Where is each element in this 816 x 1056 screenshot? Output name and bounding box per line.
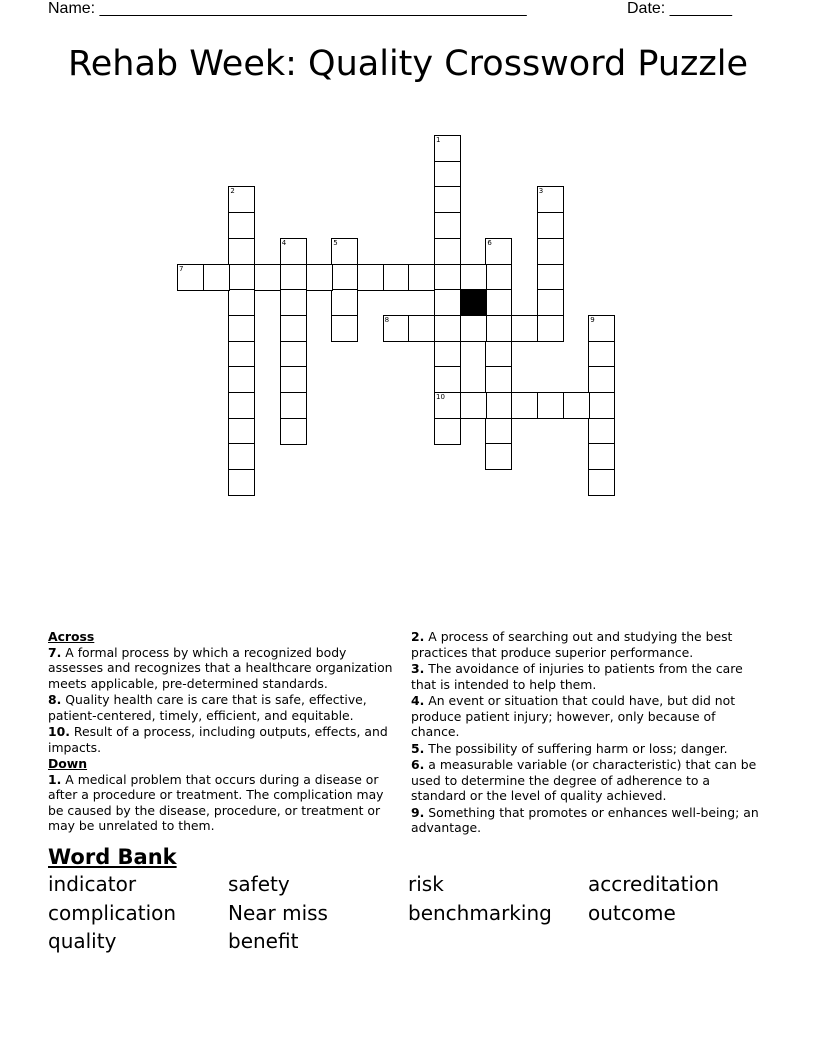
word-bank xyxy=(48,872,768,958)
word-bank-item: accreditation xyxy=(588,872,719,896)
clue xyxy=(48,724,400,755)
page-title: Rehab Week: Quality Crossword Puzzle xyxy=(67,44,749,84)
crossword-cell[interactable] xyxy=(537,289,564,316)
down-clue-list-left xyxy=(48,772,400,834)
crossword-cell[interactable] xyxy=(537,264,564,291)
crossword-cell[interactable] xyxy=(434,289,461,316)
crossword-cell[interactable] xyxy=(254,264,281,291)
crossword-cell[interactable] xyxy=(434,238,461,265)
clue-text: The possibility of suffering harm or loss; danger. xyxy=(424,740,728,756)
crossword-cell[interactable] xyxy=(588,341,615,368)
clue-number: 8. xyxy=(48,692,62,707)
crossword-cell[interactable] xyxy=(588,366,615,393)
header xyxy=(48,0,748,22)
word-bank-item: risk xyxy=(408,872,444,896)
crossword-cell[interactable] xyxy=(588,469,615,496)
clue xyxy=(411,805,759,836)
crossword-cell[interactable] xyxy=(434,392,461,419)
crossword-cell[interactable] xyxy=(485,366,512,393)
clue-number: 4 xyxy=(281,238,287,247)
crossword-cell[interactable] xyxy=(588,392,615,419)
clue-text: Result of a process, including outputs, effects, and impacts. xyxy=(48,724,388,755)
clue-text: An event or situation that could have, but did not produce patient injury; however, only because of chance. xyxy=(411,693,736,739)
crossword-cell[interactable] xyxy=(280,264,307,291)
crossword-cell[interactable] xyxy=(537,212,564,239)
clue xyxy=(411,693,759,740)
word-bank-item: outcome xyxy=(588,900,676,925)
crossword-cell[interactable] xyxy=(280,418,307,445)
crossword-cell[interactable] xyxy=(228,238,255,265)
crossword-cell[interactable] xyxy=(280,392,307,419)
date-field-label[interactable]: Date: _______ xyxy=(627,0,732,17)
across-heading: Across xyxy=(48,629,95,644)
crossword-cell[interactable] xyxy=(537,238,564,265)
clue-number: 6 xyxy=(487,238,492,247)
clue-text: A formal process by which a recognized body assesses and recognizes that a healthcare organization meets applicable, pre-determined standards. xyxy=(48,644,393,691)
clue-number: 5. xyxy=(411,740,425,756)
crossword-cell[interactable] xyxy=(588,315,615,342)
crossword-cell[interactable] xyxy=(331,238,358,265)
clue-number: 5 xyxy=(333,238,338,247)
clue-text: A process of searching out and studying the best practices that produce superior performance. xyxy=(411,629,733,660)
word-bank-item: benchmarking xyxy=(408,900,552,925)
crossword-cell[interactable] xyxy=(228,186,255,213)
crossword-cell[interactable] xyxy=(228,392,255,419)
crossword-cell[interactable] xyxy=(306,264,333,291)
crossword-grid xyxy=(177,135,614,496)
crossword-cell[interactable] xyxy=(485,315,512,342)
crossword-cell[interactable] xyxy=(228,341,255,368)
crossword-cell[interactable] xyxy=(177,264,204,291)
clues-left-column xyxy=(48,629,400,835)
clue-number: 3 xyxy=(538,187,544,196)
crossword-cell[interactable] xyxy=(485,443,512,470)
crossword-cell[interactable] xyxy=(434,418,461,445)
clue xyxy=(411,757,759,804)
clue xyxy=(48,645,400,692)
clue-number: 6. xyxy=(411,757,425,772)
crossword-cell[interactable] xyxy=(228,212,255,239)
crossword-cell[interactable] xyxy=(460,315,487,342)
crossword-cell[interactable] xyxy=(434,341,461,368)
clue xyxy=(48,772,400,834)
crossword-cell[interactable] xyxy=(331,289,358,316)
crossword-cell[interactable] xyxy=(511,315,538,342)
clue-number: 1. xyxy=(48,771,62,787)
crossword-cell[interactable] xyxy=(563,392,590,419)
crossword-cell[interactable] xyxy=(434,366,461,393)
crossword-cell[interactable] xyxy=(588,418,615,445)
crossword-cell[interactable] xyxy=(228,289,255,316)
crossword-cell[interactable] xyxy=(228,264,255,291)
crossword-cell[interactable] xyxy=(383,264,410,291)
word-bank-item: quality xyxy=(48,929,117,954)
clue-text: a measurable variable (or characteristic) that can be used to determine the degree of adherence to a standard or the level of quality achieved. xyxy=(411,757,757,803)
clue-number: 10. xyxy=(48,724,70,739)
crossword-cell[interactable] xyxy=(357,264,384,291)
crossword-cell[interactable] xyxy=(537,392,564,419)
word-bank-item: indicator xyxy=(48,872,137,896)
word-bank-item: complication xyxy=(48,900,177,925)
crossword-cell[interactable] xyxy=(383,315,410,342)
crossword-cell[interactable] xyxy=(434,161,461,188)
crossword-cell[interactable] xyxy=(511,392,538,419)
word-bank-item: safety xyxy=(228,872,290,896)
crossword-cell[interactable] xyxy=(228,366,255,393)
clue-text: The avoidance of injuries to patients from the care that is intended to help them. xyxy=(411,661,743,692)
crossword-cell[interactable] xyxy=(280,341,307,368)
clue-number: 7. xyxy=(48,644,62,660)
crossword-cell[interactable] xyxy=(485,238,512,265)
crossword-cell[interactable] xyxy=(331,315,358,342)
clue-number: 2. xyxy=(411,629,425,644)
crossword-cell[interactable] xyxy=(434,315,461,342)
down-clue-list-right xyxy=(411,629,759,836)
down-heading: Down xyxy=(48,756,88,771)
word-bank-item: benefit xyxy=(228,929,299,954)
clue-number: 9 xyxy=(590,315,595,324)
crossword-cell[interactable] xyxy=(228,315,255,342)
word-bank-title: Word Bank xyxy=(48,845,177,869)
clue-text: A medical problem that occurs during a disease or after a procedure or treatment. The complication may be caused by the disease, procedure, or treatment or may be unrelated to them. xyxy=(48,771,384,833)
name-field-label[interactable]: Name: ________________________________________________ xyxy=(48,0,527,17)
across-clue-list xyxy=(48,645,400,756)
crossword-cell[interactable] xyxy=(280,315,307,342)
crossword-cell[interactable] xyxy=(485,341,512,368)
clue-number: 7 xyxy=(179,264,184,273)
crossword-cell[interactable] xyxy=(537,315,564,342)
clue-number: 4. xyxy=(411,693,425,708)
crossword-cell[interactable] xyxy=(485,264,512,291)
crossword-cell[interactable] xyxy=(485,392,512,419)
black-cell xyxy=(460,289,487,316)
crossword-cell[interactable] xyxy=(280,238,307,265)
crossword-cell[interactable] xyxy=(485,418,512,445)
clue-text: Quality health care is care that is safe, effective, patient-centered, timely, efficient, and equitable. xyxy=(48,692,367,723)
clue xyxy=(411,661,759,692)
crossword-cell[interactable] xyxy=(460,392,487,419)
crossword-cell[interactable] xyxy=(228,418,255,445)
clue-number: 2 xyxy=(230,187,235,196)
clue-number: 3. xyxy=(411,661,425,676)
crossword-cell[interactable] xyxy=(588,443,615,470)
crossword-cell[interactable] xyxy=(460,264,487,291)
crossword-cell[interactable] xyxy=(280,289,307,316)
clue-number: 8 xyxy=(384,315,390,324)
crossword-cell[interactable] xyxy=(331,264,358,291)
crossword-cell[interactable] xyxy=(408,315,435,342)
clue xyxy=(411,629,759,660)
crossword-cell[interactable] xyxy=(537,186,564,213)
crossword-cell[interactable] xyxy=(228,443,255,470)
clue xyxy=(411,741,759,757)
clue-number: 1 xyxy=(436,136,441,144)
crossword-cell[interactable] xyxy=(228,469,255,496)
crossword-cell[interactable] xyxy=(434,135,461,162)
crossword-cell[interactable] xyxy=(434,264,461,291)
crossword-cell[interactable] xyxy=(434,186,461,213)
clue xyxy=(48,692,400,723)
clues-right-column xyxy=(411,629,759,837)
crossword-cell[interactable] xyxy=(203,264,230,291)
clue-text: Something that promotes or enhances well-being; an advantage. xyxy=(411,804,759,835)
crossword-cell[interactable] xyxy=(408,264,435,291)
word-bank-item: Near miss xyxy=(228,900,328,925)
clue-number: 9. xyxy=(411,804,425,820)
crossword-cell[interactable] xyxy=(280,366,307,393)
crossword-cell[interactable] xyxy=(485,289,512,316)
crossword-cell[interactable] xyxy=(434,212,461,239)
clue-number: 10 xyxy=(436,393,445,401)
